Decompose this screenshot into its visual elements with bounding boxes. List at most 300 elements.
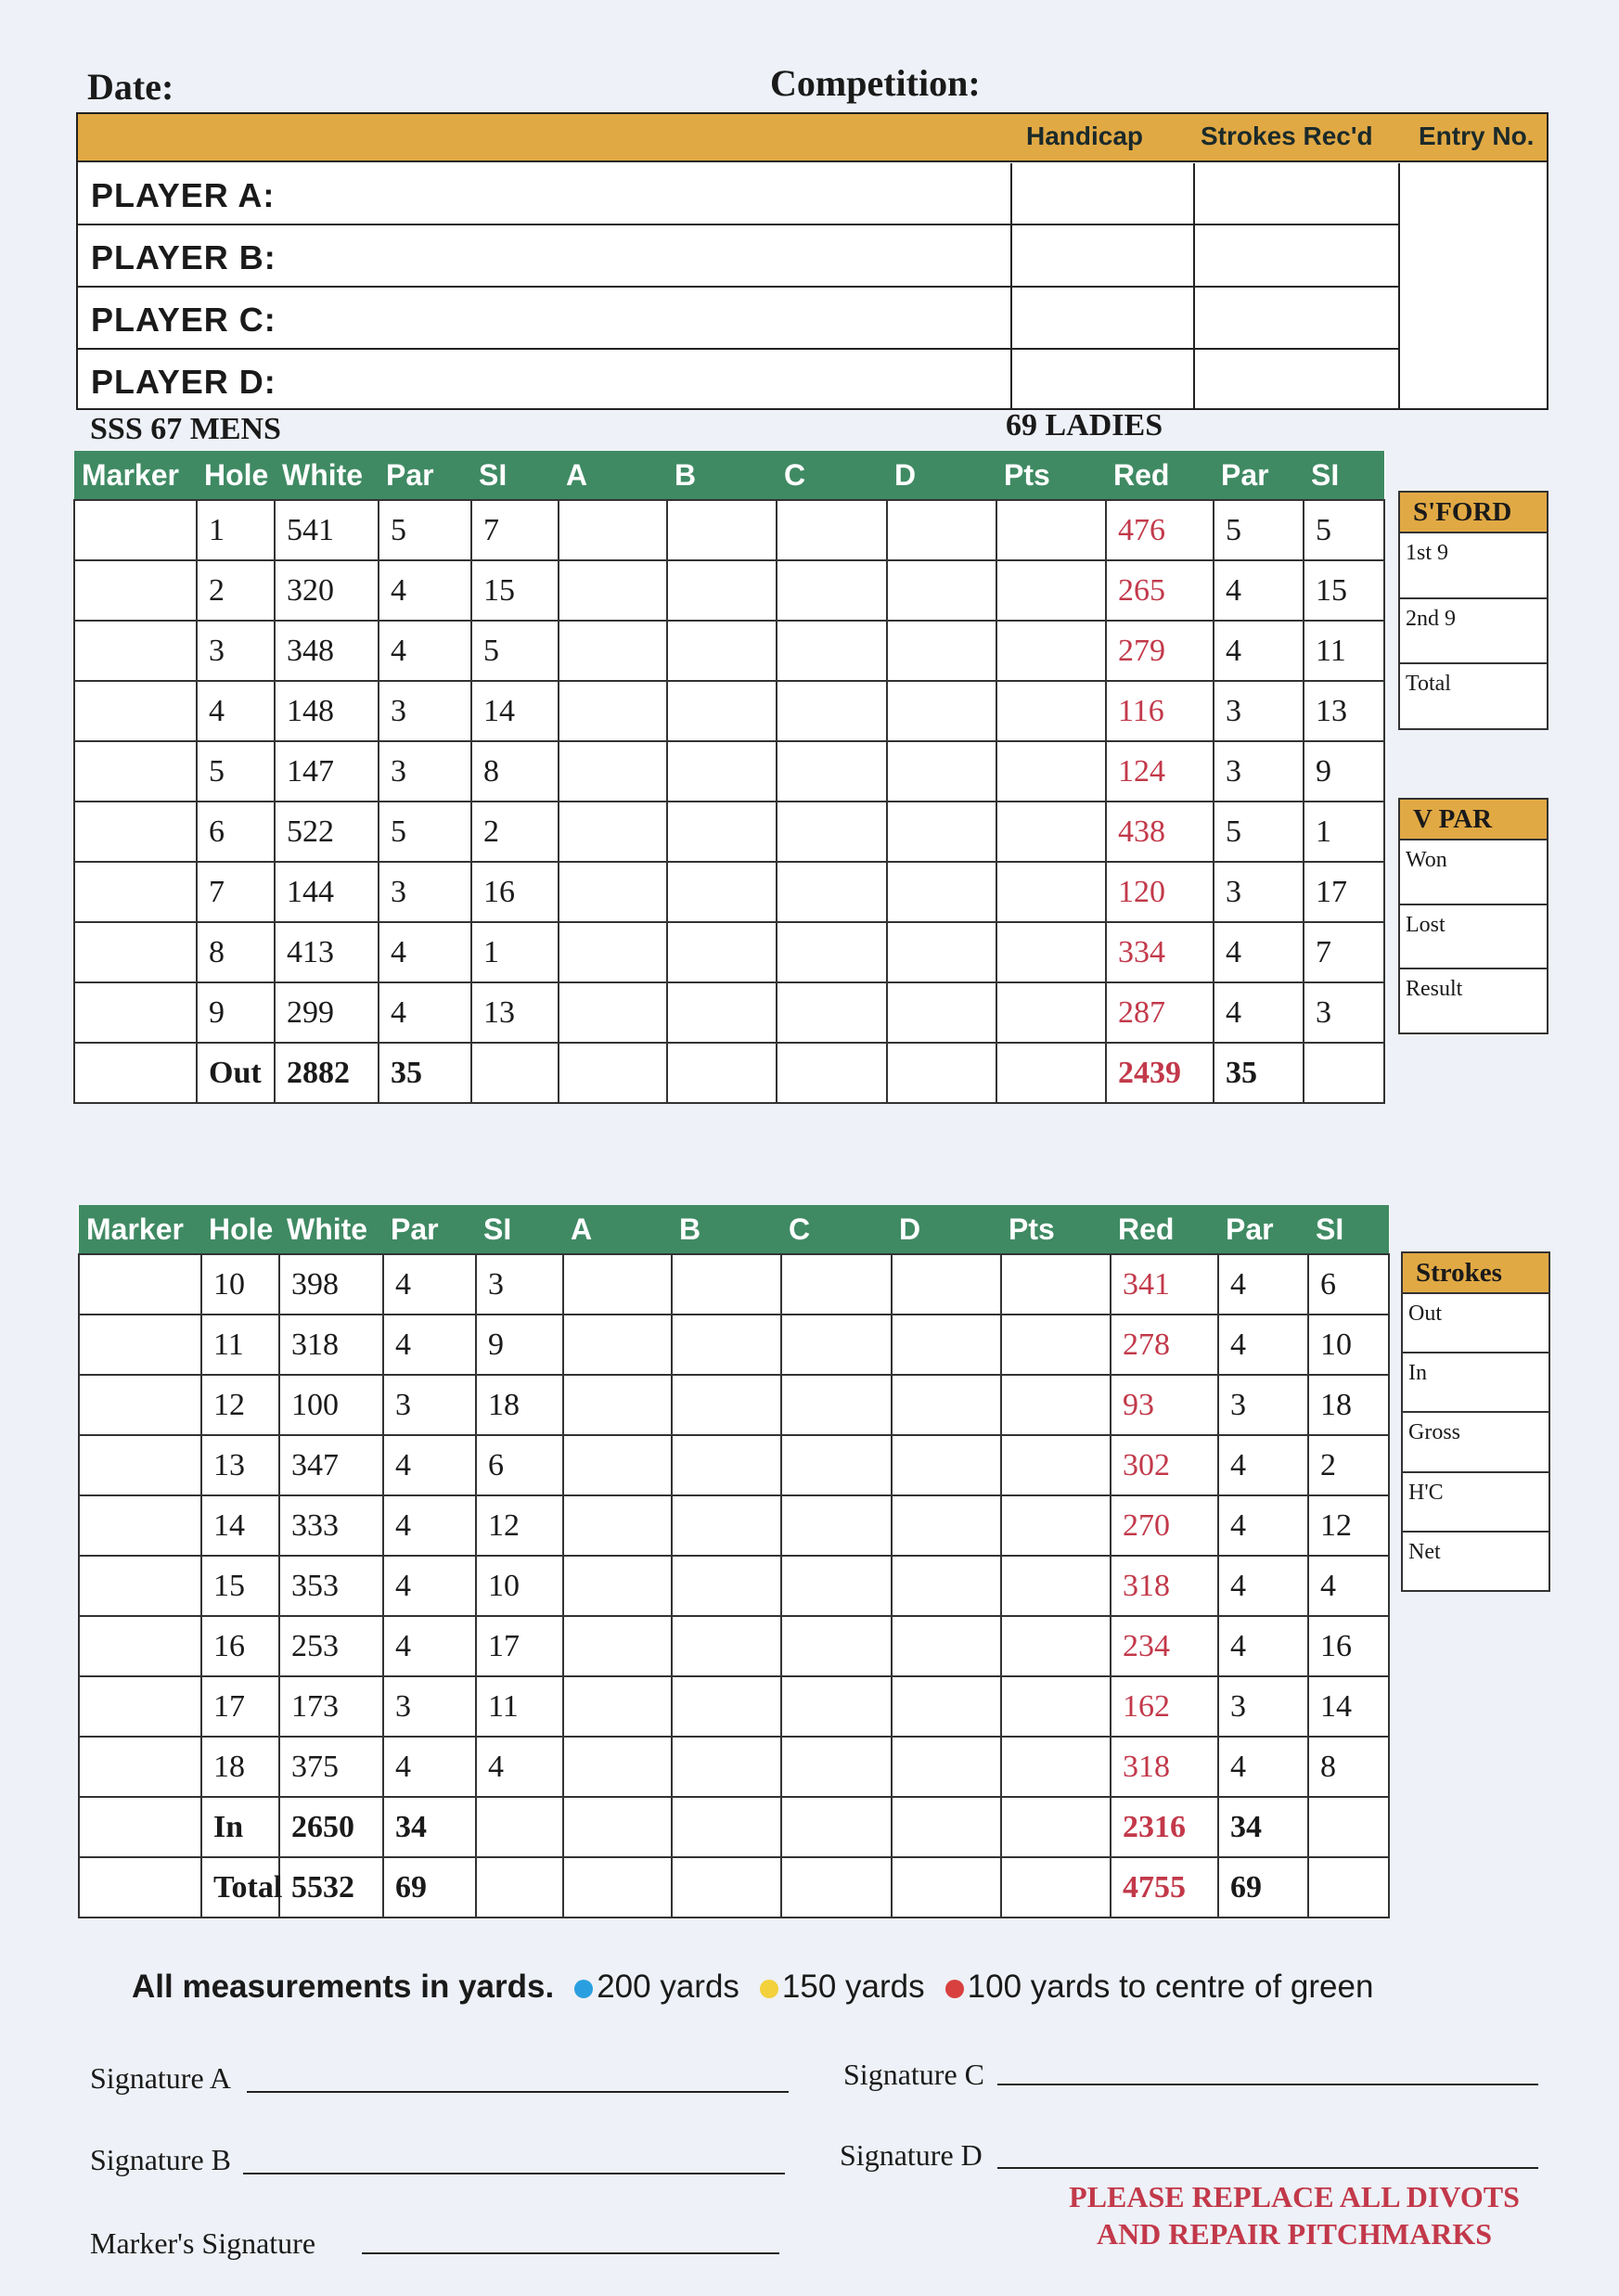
score-cell[interactable] — [74, 1043, 197, 1103]
blue-marker-icon — [574, 1980, 593, 1998]
divider — [1398, 163, 1400, 408]
score-cell[interactable] — [887, 500, 996, 560]
cell-si: 13 — [471, 982, 559, 1043]
marker-signature-line[interactable] — [362, 2228, 779, 2254]
score-cell[interactable] — [1001, 1315, 1111, 1375]
score-cell[interactable] — [563, 1254, 672, 1315]
cell-white: 320 — [275, 560, 379, 621]
cell-par: 3 — [379, 681, 471, 741]
stableford-row[interactable]: 2nd 9 — [1400, 597, 1547, 663]
score-cell[interactable] — [79, 1315, 201, 1375]
cell-si: 5 — [471, 621, 559, 681]
score-cell[interactable] — [996, 862, 1106, 922]
column-header-si: SI — [471, 451, 559, 500]
signature-c-line[interactable] — [997, 2059, 1538, 2085]
cell-white: 5532 — [279, 1857, 383, 1918]
cell-rpar: 3 — [1214, 741, 1304, 802]
signature-a-line[interactable] — [247, 2067, 789, 2093]
score-cell[interactable] — [563, 1435, 672, 1495]
score-cell[interactable] — [996, 560, 1106, 621]
player-d-label: PLAYER D: — [91, 363, 276, 401]
cell-white: 318 — [279, 1315, 383, 1375]
score-cell[interactable] — [1001, 1797, 1111, 1857]
score-cell[interactable] — [892, 1495, 1001, 1556]
score-cell[interactable] — [781, 1857, 892, 1918]
yellow-marker-icon — [760, 1980, 778, 1998]
cell-par: 4 — [383, 1495, 476, 1556]
score-cell[interactable] — [672, 1375, 781, 1435]
cell-par: 4 — [379, 982, 471, 1043]
cell-hole: 3 — [197, 621, 275, 681]
hole-row — [79, 1616, 1389, 1676]
players-header — [76, 112, 1548, 162]
hole-row — [74, 560, 1384, 621]
score-cell[interactable] — [777, 560, 887, 621]
column-header-si: SI — [1304, 451, 1384, 500]
column-header-white: White — [275, 451, 379, 500]
signature-d-line[interactable] — [997, 2143, 1538, 2169]
vpar-row[interactable]: Result — [1400, 968, 1547, 1033]
score-cell[interactable] — [79, 1375, 201, 1435]
column-header-par: Par — [1214, 451, 1304, 500]
score-cell[interactable] — [887, 862, 996, 922]
score-cell[interactable] — [559, 922, 667, 982]
score-cell[interactable] — [559, 982, 667, 1043]
cell-par: 4 — [383, 1315, 476, 1375]
score-cell[interactable] — [892, 1797, 1001, 1857]
player-row-d[interactable] — [78, 350, 1398, 412]
cell-rsi: 18 — [1308, 1375, 1389, 1435]
cell-hole: 6 — [197, 802, 275, 862]
score-cell[interactable] — [892, 1616, 1001, 1676]
cell-par: 5 — [379, 500, 471, 560]
column-header-par: Par — [383, 1205, 476, 1254]
signature-b-line[interactable] — [243, 2148, 785, 2174]
marker-signature-label: Marker's Signature — [90, 2226, 316, 2260]
score-cell[interactable] — [887, 621, 996, 681]
cell-rpar: 4 — [1218, 1254, 1308, 1315]
score-cell[interactable] — [1001, 1616, 1111, 1676]
stableford-title: S'FORD — [1400, 493, 1547, 532]
cell-si: 14 — [471, 681, 559, 741]
cell-red: 265 — [1106, 560, 1214, 621]
notice-line-1: PLEASE REPLACE ALL DIVOTS — [1069, 2180, 1520, 2213]
column-header-white: White — [279, 1205, 383, 1254]
column-header-a: A — [563, 1205, 672, 1254]
cell-par: 4 — [383, 1435, 476, 1495]
column-header-d: D — [892, 1205, 1001, 1254]
cell-si: 12 — [476, 1495, 563, 1556]
score-cell[interactable] — [672, 1616, 781, 1676]
score-cell[interactable] — [559, 741, 667, 802]
score-cell[interactable] — [74, 862, 197, 922]
cell-si: 2 — [471, 802, 559, 862]
score-cell[interactable] — [672, 1254, 781, 1315]
measurements-label: All measurements in yards. — [132, 1969, 555, 2005]
score-cell[interactable] — [892, 1676, 1001, 1737]
cell-par: 4 — [383, 1737, 476, 1797]
hole-row — [74, 802, 1384, 862]
score-cell[interactable] — [781, 1495, 892, 1556]
score-cell[interactable] — [777, 621, 887, 681]
score-cell[interactable] — [559, 802, 667, 862]
score-cell[interactable] — [996, 681, 1106, 741]
cell-rsi: 6 — [1308, 1254, 1389, 1315]
score-cell[interactable] — [667, 560, 777, 621]
score-cell[interactable] — [996, 982, 1106, 1043]
cell-rsi — [1304, 1043, 1384, 1103]
cell-par: 69 — [383, 1857, 476, 1918]
score-cell[interactable] — [996, 621, 1106, 681]
score-cell[interactable] — [559, 681, 667, 741]
cell-par: 4 — [379, 560, 471, 621]
hole-row — [74, 982, 1384, 1043]
cell-rpar: 5 — [1214, 802, 1304, 862]
cell-rsi: 13 — [1304, 681, 1384, 741]
score-cell[interactable] — [996, 1043, 1106, 1103]
cell-hole: 14 — [201, 1495, 279, 1556]
cell-si: 3 — [476, 1254, 563, 1315]
hole-row — [74, 741, 1384, 802]
score-cell[interactable] — [74, 500, 197, 560]
cell-white: 173 — [279, 1676, 383, 1737]
hole-row — [79, 1435, 1389, 1495]
column-header-pts: Pts — [996, 451, 1106, 500]
score-cell[interactable] — [667, 922, 777, 982]
cell-rsi: 2 — [1308, 1435, 1389, 1495]
cell-white: 148 — [275, 681, 379, 741]
score-cell[interactable] — [672, 1556, 781, 1616]
score-cell[interactable] — [79, 1857, 201, 1918]
score-cell[interactable] — [1001, 1676, 1111, 1737]
score-cell[interactable] — [887, 560, 996, 621]
cell-si: 17 — [476, 1616, 563, 1676]
cell-red: 4755 — [1111, 1857, 1218, 1918]
cell-red: 302 — [1111, 1435, 1218, 1495]
strokes-recd-header: Strokes Rec'd — [1201, 122, 1373, 150]
column-header-si: SI — [476, 1205, 563, 1254]
score-cell[interactable] — [672, 1737, 781, 1797]
score-cell[interactable] — [1001, 1435, 1111, 1495]
score-cell[interactable] — [559, 862, 667, 922]
score-cell[interactable] — [781, 1556, 892, 1616]
score-cell[interactable] — [563, 1315, 672, 1375]
legend-150: 150 yards — [781, 1969, 925, 2005]
score-cell[interactable] — [1001, 1737, 1111, 1797]
cell-red: 476 — [1106, 500, 1214, 560]
stableford-row[interactable]: 1st 9 — [1400, 532, 1547, 597]
cell-hole: Out — [197, 1043, 275, 1103]
score-cell[interactable] — [1001, 1254, 1111, 1315]
score-cell[interactable] — [781, 1315, 892, 1375]
cell-rsi: 8 — [1308, 1737, 1389, 1797]
score-cell[interactable] — [672, 1435, 781, 1495]
cell-red: 287 — [1106, 982, 1214, 1043]
column-header-c: C — [781, 1205, 892, 1254]
strokes-row[interactable]: Out — [1403, 1292, 1548, 1352]
cell-par: 3 — [379, 741, 471, 802]
handicap-header: Handicap — [1026, 122, 1144, 150]
cell-red: 279 — [1106, 621, 1214, 681]
score-cell[interactable] — [667, 681, 777, 741]
cell-si — [476, 1797, 563, 1857]
score-cell[interactable] — [777, 1043, 887, 1103]
score-cell[interactable] — [892, 1737, 1001, 1797]
cell-rpar: 4 — [1218, 1556, 1308, 1616]
score-cell[interactable] — [559, 500, 667, 560]
score-cell[interactable] — [74, 982, 197, 1043]
cell-par: 35 — [379, 1043, 471, 1103]
score-cell[interactable] — [667, 1043, 777, 1103]
vpar-row[interactable]: Won — [1400, 839, 1547, 904]
score-cell[interactable] — [887, 741, 996, 802]
score-cell[interactable] — [74, 741, 197, 802]
score-cell[interactable] — [781, 1616, 892, 1676]
score-cell[interactable] — [563, 1495, 672, 1556]
cell-si: 8 — [471, 741, 559, 802]
cell-par: 5 — [379, 802, 471, 862]
player-row-b[interactable] — [78, 225, 1398, 288]
score-cell[interactable] — [892, 1556, 1001, 1616]
score-cell[interactable] — [74, 802, 197, 862]
cell-rpar: 4 — [1218, 1495, 1308, 1556]
score-cell[interactable] — [74, 621, 197, 681]
measurements-legend — [132, 1969, 1373, 2006]
score-cell[interactable] — [996, 741, 1106, 802]
player-row-a[interactable] — [78, 163, 1398, 225]
divots-notice — [1039, 2178, 1549, 2252]
cell-red: 93 — [1111, 1375, 1218, 1435]
score-cell[interactable] — [563, 1556, 672, 1616]
cell-white: 2882 — [275, 1043, 379, 1103]
score-cell[interactable] — [1001, 1375, 1111, 1435]
score-cell[interactable] — [667, 741, 777, 802]
hole-row — [74, 681, 1384, 741]
score-cell[interactable] — [996, 922, 1106, 982]
score-cell[interactable] — [1001, 1556, 1111, 1616]
score-cell[interactable] — [667, 621, 777, 681]
sss-mens: SSS 67 MENS — [90, 412, 281, 446]
cell-red: 124 — [1106, 741, 1214, 802]
legend-100: 100 yards to centre of green — [967, 1969, 1374, 2005]
score-cell[interactable] — [781, 1375, 892, 1435]
cell-white: 299 — [275, 982, 379, 1043]
cell-rsi: 4 — [1308, 1556, 1389, 1616]
score-cell[interactable] — [887, 681, 996, 741]
cell-par: 4 — [379, 621, 471, 681]
signature-d-label: Signature D — [840, 2138, 983, 2172]
score-cell[interactable] — [667, 802, 777, 862]
score-cell[interactable] — [777, 862, 887, 922]
score-cell[interactable] — [781, 1737, 892, 1797]
cell-rpar: 4 — [1218, 1737, 1308, 1797]
score-cell[interactable] — [996, 500, 1106, 560]
score-cell[interactable] — [79, 1676, 201, 1737]
red-marker-icon — [945, 1980, 964, 1998]
score-cell[interactable] — [559, 1043, 667, 1103]
hole-row — [79, 1676, 1389, 1737]
cell-hole: 10 — [201, 1254, 279, 1315]
cell-white: 2650 — [279, 1797, 383, 1857]
score-cell[interactable] — [887, 1043, 996, 1103]
cell-rpar: 4 — [1214, 560, 1304, 621]
score-cell[interactable] — [667, 982, 777, 1043]
score-cell[interactable] — [781, 1676, 892, 1737]
cell-si — [476, 1857, 563, 1918]
score-cell[interactable] — [777, 500, 887, 560]
score-cell[interactable] — [563, 1737, 672, 1797]
cell-red: 334 — [1106, 922, 1214, 982]
score-cell[interactable] — [781, 1797, 892, 1857]
cell-par: 4 — [383, 1616, 476, 1676]
score-cell[interactable] — [672, 1676, 781, 1737]
score-cell[interactable] — [79, 1737, 201, 1797]
stableford-row[interactable]: Total — [1400, 662, 1547, 728]
strokes-row[interactable]: In — [1403, 1352, 1548, 1411]
score-cell[interactable] — [79, 1254, 201, 1315]
score-cell[interactable] — [892, 1375, 1001, 1435]
cell-rpar: 69 — [1218, 1857, 1308, 1918]
score-cell[interactable] — [74, 922, 197, 982]
score-cell[interactable] — [563, 1676, 672, 1737]
cell-rsi: 11 — [1304, 621, 1384, 681]
cell-rpar: 34 — [1218, 1797, 1308, 1857]
cell-par: 3 — [379, 862, 471, 922]
cell-white: 413 — [275, 922, 379, 982]
score-cell[interactable] — [672, 1495, 781, 1556]
score-cell[interactable] — [79, 1435, 201, 1495]
score-cell[interactable] — [79, 1556, 201, 1616]
cell-rsi: 12 — [1308, 1495, 1389, 1556]
divider — [1010, 163, 1012, 408]
cell-hole: 5 — [197, 741, 275, 802]
score-cell[interactable] — [563, 1797, 672, 1857]
hole-row — [79, 1315, 1389, 1375]
cell-red: 2316 — [1111, 1797, 1218, 1857]
cell-si: 10 — [476, 1556, 563, 1616]
signature-a-label: Signature A — [90, 2061, 231, 2095]
hole-row — [79, 1254, 1389, 1315]
cell-hole: 11 — [201, 1315, 279, 1375]
cell-hole: 15 — [201, 1556, 279, 1616]
strokes-box — [1401, 1251, 1550, 1592]
score-cell[interactable] — [781, 1254, 892, 1315]
cell-white: 347 — [279, 1435, 383, 1495]
score-cell[interactable] — [777, 982, 887, 1043]
cell-rsi: 15 — [1304, 560, 1384, 621]
cell-si: 11 — [476, 1676, 563, 1737]
cell-white: 522 — [275, 802, 379, 862]
score-cell[interactable] — [74, 681, 197, 741]
date-label: Date: — [87, 66, 174, 108]
column-header-red: Red — [1111, 1205, 1218, 1254]
score-cell[interactable] — [996, 802, 1106, 862]
cell-rsi: 9 — [1304, 741, 1384, 802]
signature-b-label: Signature B — [90, 2143, 231, 2176]
strokes-row[interactable]: Gross — [1403, 1411, 1548, 1470]
score-cell[interactable] — [672, 1315, 781, 1375]
column-header-marker: Marker — [79, 1205, 201, 1254]
column-header-hole: Hole — [201, 1205, 279, 1254]
score-cell[interactable] — [672, 1797, 781, 1857]
cell-white: 253 — [279, 1616, 383, 1676]
cell-hole: 13 — [201, 1435, 279, 1495]
score-cell[interactable] — [777, 922, 887, 982]
cell-si: 4 — [476, 1737, 563, 1797]
score-cell[interactable] — [892, 1315, 1001, 1375]
score-cell[interactable] — [1001, 1495, 1111, 1556]
score-cell[interactable] — [79, 1616, 201, 1676]
cell-red: 318 — [1111, 1737, 1218, 1797]
score-cell[interactable] — [672, 1857, 781, 1918]
cell-par: 3 — [383, 1375, 476, 1435]
cell-white: 375 — [279, 1737, 383, 1797]
score-cell[interactable] — [667, 862, 777, 922]
cell-rpar: 4 — [1218, 1616, 1308, 1676]
cell-rsi: 14 — [1308, 1676, 1389, 1737]
cell-rpar: 3 — [1218, 1375, 1308, 1435]
cell-par: 4 — [379, 922, 471, 982]
score-cell[interactable] — [892, 1435, 1001, 1495]
player-c-label: PLAYER C: — [91, 301, 276, 339]
score-cell[interactable] — [74, 560, 197, 621]
cell-hole: 12 — [201, 1375, 279, 1435]
cell-white: 348 — [275, 621, 379, 681]
score-cell[interactable] — [777, 741, 887, 802]
cell-hole: 18 — [201, 1737, 279, 1797]
cell-white: 541 — [275, 500, 379, 560]
cell-red: 438 — [1106, 802, 1214, 862]
column-header-par: Par — [1218, 1205, 1308, 1254]
score-cell[interactable] — [892, 1254, 1001, 1315]
score-cell[interactable] — [1001, 1857, 1111, 1918]
strokes-row[interactable]: Net — [1403, 1531, 1548, 1590]
cell-si: 1 — [471, 922, 559, 982]
score-cell[interactable] — [892, 1857, 1001, 1918]
score-cell[interactable] — [887, 922, 996, 982]
score-cell[interactable] — [777, 802, 887, 862]
score-cell[interactable] — [887, 982, 996, 1043]
score-cell[interactable] — [563, 1375, 672, 1435]
cell-hole: 8 — [197, 922, 275, 982]
score-cell[interactable] — [563, 1616, 672, 1676]
cell-rsi — [1308, 1797, 1389, 1857]
player-row-c[interactable] — [78, 288, 1398, 350]
score-cell[interactable] — [667, 500, 777, 560]
cell-par: 4 — [383, 1556, 476, 1616]
score-cell[interactable] — [887, 802, 996, 862]
hole-row — [79, 1737, 1389, 1797]
back-nine-table — [78, 1205, 1390, 1918]
score-cell[interactable] — [79, 1797, 201, 1857]
strokes-row[interactable]: H'C — [1403, 1471, 1548, 1531]
vpar-row[interactable]: Lost — [1400, 904, 1547, 968]
score-cell[interactable] — [781, 1435, 892, 1495]
cell-rsi: 10 — [1308, 1315, 1389, 1375]
score-cell[interactable] — [777, 681, 887, 741]
score-cell[interactable] — [559, 621, 667, 681]
score-cell[interactable] — [79, 1495, 201, 1556]
header-row — [74, 451, 1384, 500]
cell-hole: 2 — [197, 560, 275, 621]
cell-hole: 1 — [197, 500, 275, 560]
column-header-pts: Pts — [1001, 1205, 1111, 1254]
score-cell[interactable] — [563, 1857, 672, 1918]
cell-hole: 9 — [197, 982, 275, 1043]
score-cell[interactable] — [559, 560, 667, 621]
cell-red: 116 — [1106, 681, 1214, 741]
player-a-label: PLAYER A: — [91, 176, 276, 214]
